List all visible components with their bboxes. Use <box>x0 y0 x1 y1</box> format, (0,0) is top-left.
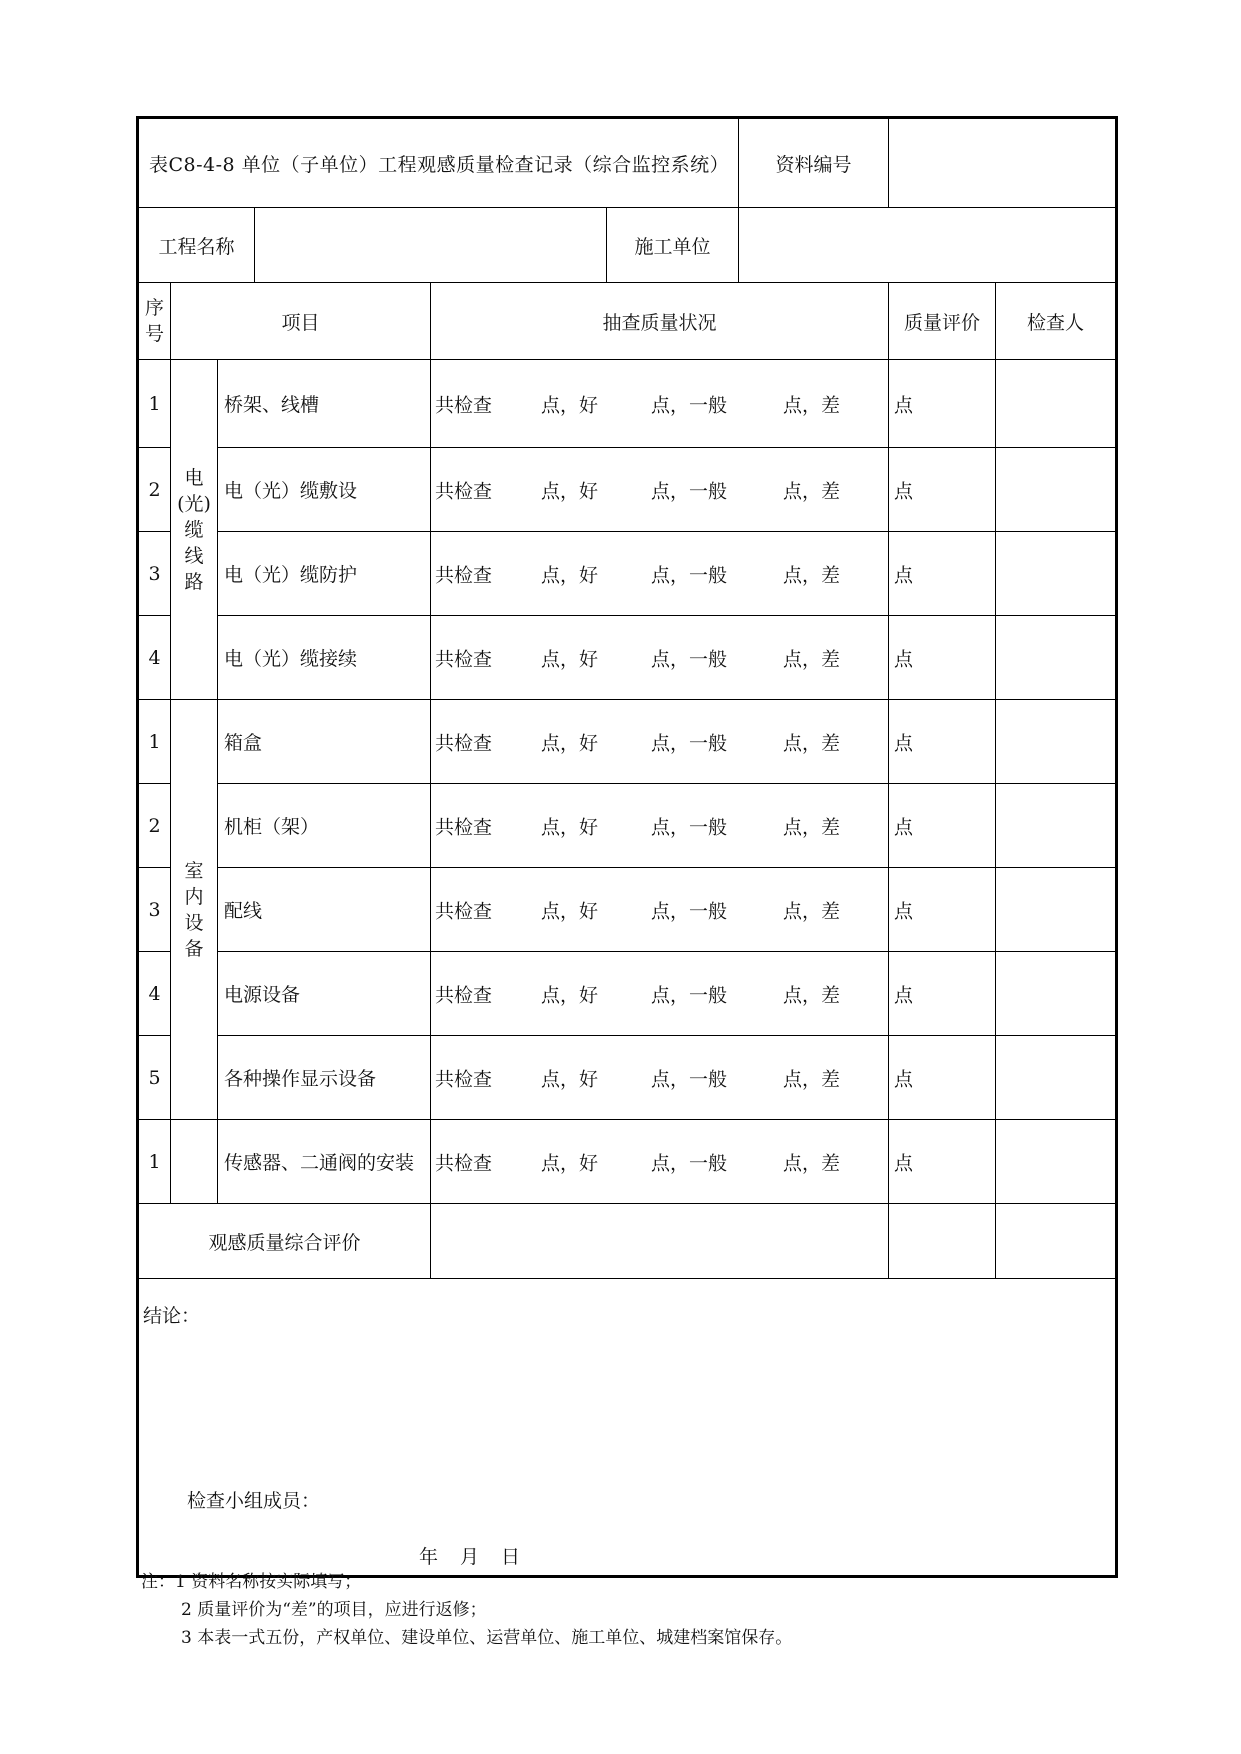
date-month: 月 <box>460 1546 480 1568</box>
check-end-label: 点 <box>894 732 914 754</box>
check-poor-label: 点，差 <box>783 648 841 670</box>
check-end-label: 点 <box>894 1152 914 1174</box>
doc-no-field[interactable] <box>889 118 1117 208</box>
check-total-label: 共检查 <box>435 564 493 586</box>
check-good-label: 点，好 <box>541 394 599 416</box>
summary-evaluation-field[interactable] <box>889 1204 996 1279</box>
row-number: 4 <box>138 616 171 700</box>
members-label: 检查小组成员： <box>187 1490 321 1512</box>
contractor-field[interactable] <box>739 208 1117 283</box>
check-end-label: 点 <box>894 648 914 670</box>
note-1: 注：1 资料名称按实际填写； <box>141 1572 362 1592</box>
row-number: 1 <box>138 360 171 448</box>
conclusion-row <box>138 1279 1117 1577</box>
table-row <box>138 360 1117 448</box>
check-status-field[interactable] <box>431 784 914 868</box>
title-row <box>138 118 1117 208</box>
check-status-field[interactable] <box>431 952 914 1036</box>
check-normal-label: 点，一般 <box>651 648 728 670</box>
inspector-field[interactable] <box>996 616 1117 700</box>
conclusion-field[interactable] <box>138 1279 1117 1577</box>
inspector-field[interactable] <box>996 1036 1117 1120</box>
check-normal-label: 点，一般 <box>651 900 728 922</box>
item-name: 各种操作显示设备 <box>218 1036 431 1120</box>
check-total-label: 共检查 <box>435 732 493 754</box>
group-name-char: 电 <box>184 466 204 489</box>
check-end-label: 点 <box>894 394 914 416</box>
group-name-char: 备 <box>184 937 204 960</box>
table-row <box>138 616 1117 700</box>
group-name-char: 线 <box>184 544 204 567</box>
inspection-form <box>136 116 1115 1578</box>
inspector-field[interactable] <box>996 700 1117 784</box>
table-row <box>138 700 1117 784</box>
summary-field[interactable] <box>431 1204 889 1279</box>
check-poor-label: 点，差 <box>783 816 841 838</box>
check-good-label: 点，好 <box>541 1152 599 1174</box>
project-row <box>138 208 1117 283</box>
check-poor-label: 点，差 <box>783 984 841 1006</box>
table-row <box>138 1120 1117 1204</box>
group-name-char: (光) <box>177 492 211 515</box>
check-total-label: 共检查 <box>435 816 493 838</box>
check-good-label: 点，好 <box>541 816 599 838</box>
footnotes <box>141 1568 792 1652</box>
check-total-label: 共检查 <box>435 1068 493 1090</box>
check-good-label: 点，好 <box>541 900 599 922</box>
inspector-field[interactable] <box>996 868 1117 952</box>
col-item-header: 项目 <box>171 283 431 360</box>
check-total-label: 共检查 <box>435 1152 493 1174</box>
check-end-label: 点 <box>894 816 914 838</box>
col-seq-text: 序号 <box>145 297 165 345</box>
check-normal-label: 点，一般 <box>651 984 728 1006</box>
check-poor-label: 点，差 <box>783 732 841 754</box>
date-line <box>419 1542 542 1569</box>
table-row <box>138 952 1117 1036</box>
check-status-line <box>431 360 914 447</box>
check-end-label: 点 <box>894 984 914 1006</box>
check-status-line <box>431 448 914 531</box>
check-normal-label: 点，一般 <box>651 732 728 754</box>
check-poor-label: 点，差 <box>783 480 841 502</box>
check-total-label: 共检查 <box>435 648 493 670</box>
table-row <box>138 784 1117 868</box>
check-total-label: 共检查 <box>435 984 493 1006</box>
check-status-field[interactable] <box>431 532 914 616</box>
col-seq-header <box>138 283 171 360</box>
inspector-field[interactable] <box>996 1120 1117 1204</box>
check-good-label: 点，好 <box>541 480 599 502</box>
group-name-empty <box>171 1120 218 1204</box>
check-good-label: 点，好 <box>541 564 599 586</box>
check-status-line <box>431 616 914 699</box>
form-title: 表C8-4-8 单位（子单位）工程观感质量检查记录（综合监控系统） <box>138 118 739 208</box>
group-name-char: 缆 <box>184 518 204 541</box>
check-status-field[interactable] <box>431 868 914 952</box>
check-normal-label: 点，一般 <box>651 394 728 416</box>
check-status-field[interactable] <box>431 448 914 532</box>
check-normal-label: 点，一般 <box>651 816 728 838</box>
item-name: 电（光）缆防护 <box>218 532 431 616</box>
check-poor-label: 点，差 <box>783 394 841 416</box>
check-status-field[interactable] <box>431 616 914 700</box>
check-good-label: 点，好 <box>541 984 599 1006</box>
column-header-row <box>138 283 1117 360</box>
check-poor-label: 点，差 <box>783 1068 841 1090</box>
check-good-label: 点，好 <box>541 648 599 670</box>
inspector-field[interactable] <box>996 952 1117 1036</box>
item-name: 箱盒 <box>218 700 431 784</box>
check-status-line <box>431 952 914 1035</box>
col-status-header: 抽查质量状况 <box>431 283 889 360</box>
check-poor-label: 点，差 <box>783 564 841 586</box>
doc-no-label: 资料编号 <box>739 118 889 208</box>
table-row <box>138 868 1117 952</box>
check-status-field[interactable] <box>431 700 914 784</box>
row-number: 5 <box>138 1036 171 1120</box>
check-status-line <box>431 532 914 615</box>
check-normal-label: 点，一般 <box>651 1152 728 1174</box>
check-end-label: 点 <box>894 1068 914 1090</box>
group-name-char: 室 <box>184 859 204 882</box>
inspector-field[interactable] <box>996 360 1117 448</box>
check-total-label: 共检查 <box>435 900 493 922</box>
row-number: 2 <box>138 448 171 532</box>
check-status-field[interactable] <box>431 1120 914 1204</box>
row-number: 3 <box>138 868 171 952</box>
check-good-label: 点，好 <box>541 1068 599 1090</box>
check-end-label: 点 <box>894 564 914 586</box>
row-number: 4 <box>138 952 171 1036</box>
item-name: 配线 <box>218 868 431 952</box>
table-row <box>138 448 1117 532</box>
check-status-line <box>431 1120 914 1203</box>
note-3: 3 本表一式五份，产权单位、建设单位、运营单位、施工单位、城建档案馆保存。 <box>181 1628 793 1648</box>
check-status-field[interactable] <box>431 360 914 448</box>
check-status-line <box>431 868 914 951</box>
summary-label: 观感质量综合评价 <box>138 1204 431 1279</box>
item-name: 机柜（架） <box>218 784 431 868</box>
check-status-field[interactable] <box>431 1036 914 1120</box>
check-poor-label: 点，差 <box>783 900 841 922</box>
note-2: 2 质量评价为“差”的项目，应进行返修； <box>181 1600 487 1620</box>
col-inspector-header: 检查人 <box>996 283 1117 360</box>
project-name-field[interactable] <box>255 208 607 283</box>
item-name: 桥架、线槽 <box>218 360 431 448</box>
check-status-line <box>431 784 914 867</box>
group-name-indoor-equipment <box>171 700 218 1120</box>
row-number: 1 <box>138 1120 171 1204</box>
check-good-label: 点，好 <box>541 732 599 754</box>
check-end-label: 点 <box>894 900 914 922</box>
check-end-label: 点 <box>894 480 914 502</box>
date-year: 年 <box>419 1546 439 1568</box>
group-name-char: 路 <box>184 570 204 593</box>
check-poor-label: 点，差 <box>783 1152 841 1174</box>
conclusion-label: 结论： <box>143 1305 201 1327</box>
item-name: 电（光）缆接续 <box>218 616 431 700</box>
check-total-label: 共检查 <box>435 394 493 416</box>
row-number: 3 <box>138 532 171 616</box>
item-name: 电（光）缆敷设 <box>218 448 431 532</box>
table-row <box>138 1036 1117 1120</box>
date-day: 日 <box>501 1546 521 1568</box>
col-evaluation-header: 质量评价 <box>889 283 996 360</box>
group-name-cable-lines <box>171 360 218 700</box>
project-name-label: 工程名称 <box>138 208 255 283</box>
check-normal-label: 点，一般 <box>651 480 728 502</box>
table-row <box>138 532 1117 616</box>
inspector-field[interactable] <box>996 532 1117 616</box>
row-number: 1 <box>138 700 171 784</box>
group-name-char: 内 <box>184 885 204 908</box>
form-table <box>136 116 1118 1578</box>
group-name-char: 设 <box>184 911 204 934</box>
row-number: 2 <box>138 784 171 868</box>
check-status-line <box>431 700 914 783</box>
check-normal-label: 点，一般 <box>651 564 728 586</box>
item-name: 传感器、二通阀的安装 <box>218 1120 431 1204</box>
inspector-field[interactable] <box>996 448 1117 532</box>
item-name: 电源设备 <box>218 952 431 1036</box>
summary-row <box>138 1204 1117 1279</box>
check-normal-label: 点，一般 <box>651 1068 728 1090</box>
check-status-line <box>431 1036 914 1119</box>
inspector-field[interactable] <box>996 784 1117 868</box>
contractor-label: 施工单位 <box>607 208 739 283</box>
summary-inspector-field[interactable] <box>996 1204 1117 1279</box>
check-total-label: 共检查 <box>435 480 493 502</box>
